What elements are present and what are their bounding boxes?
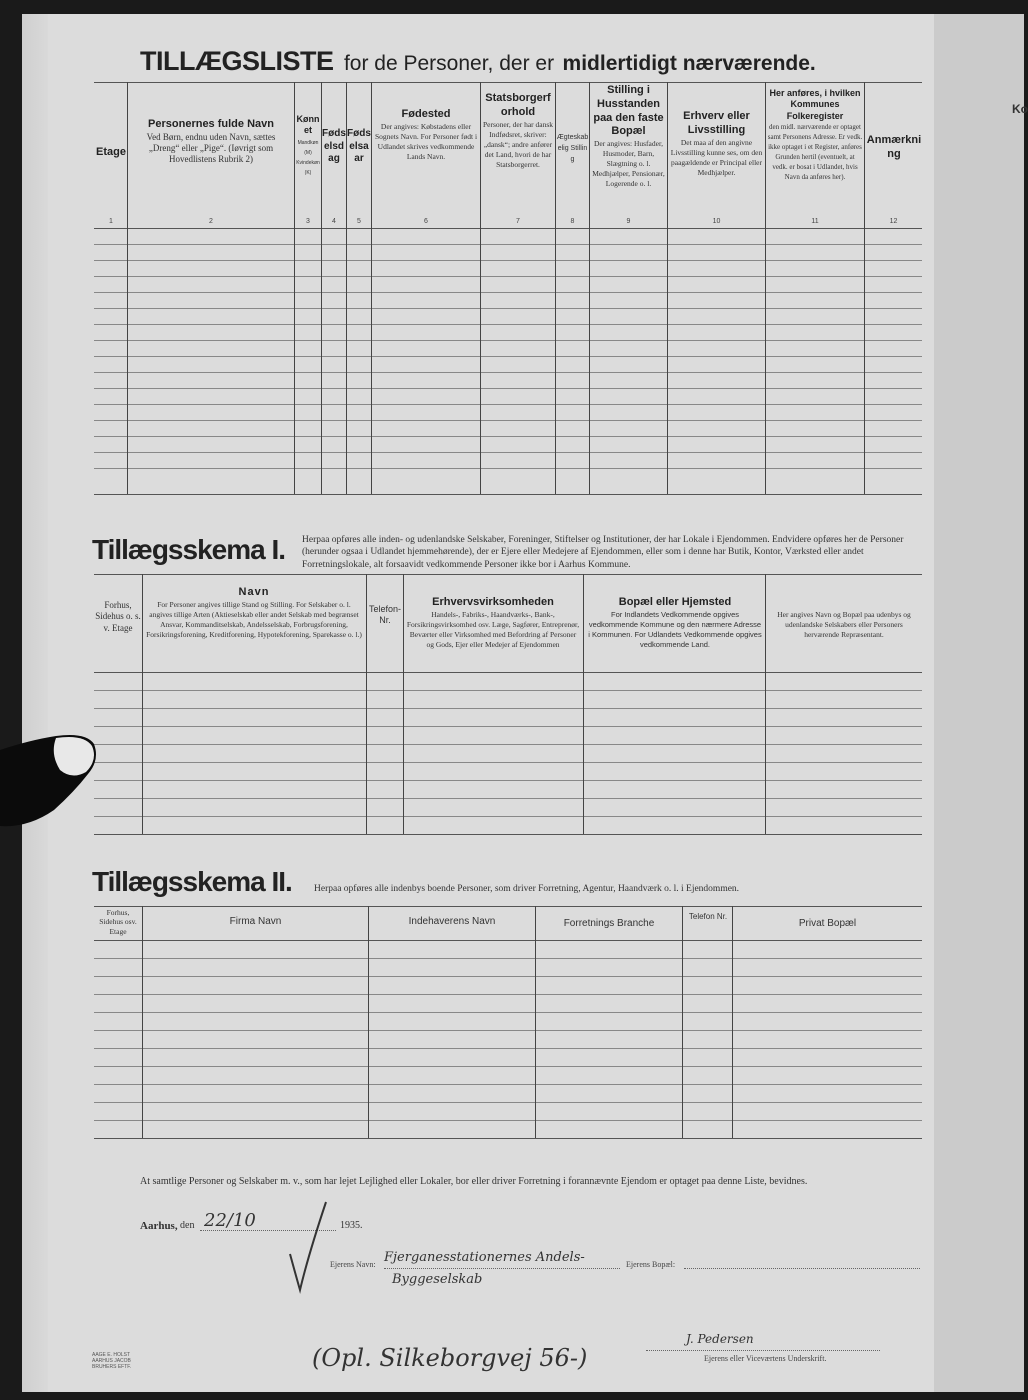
owner-address-label: Ejerens Bopæl:: [626, 1260, 676, 1269]
s1-col-name-header: Navn For Personer angives tillige Stand og Stilling. For Selskaber o. l. angives tillige Arten (Aktieselskab eller andet Selskab med begrænset Ansvar, Kommanditselskab, Andelsselskab, Forbrugsforening, Forsikringsforening, Kreditforening, Hypotekforening, Sparekasse o. l.): [146, 586, 362, 639]
owner-name-label: Ejerens Navn:: [330, 1260, 376, 1269]
schema2-title: Tillægsskema II.: [92, 866, 292, 897]
col-number: 5: [357, 218, 361, 225]
date-handwritten: 22/10: [204, 1210, 256, 1231]
s1-col-residence-header: Bopæl eller Hjemsted For Indlandets Vedkommende opgives vedkommende Kommune og den nærmere Adresse i Kommunen. For Udlandets Vedkommende opgives vedkommende Land.: [588, 596, 762, 649]
owner-address-line: [684, 1268, 920, 1269]
main-list-title-word: TILLÆGSLISTE: [140, 46, 334, 76]
col-birthyear-header: Fødselsaar: [347, 128, 371, 164]
date-den-label: den: [180, 1220, 195, 1231]
owner-name-line: [384, 1268, 620, 1269]
handwritten-note: (Opl. Silkeborgvej 56-): [312, 1344, 588, 1372]
col-number: 11: [811, 218, 819, 225]
s2-col-branch-header: Forretnings Branche: [563, 918, 655, 929]
col-number: 4: [332, 218, 336, 225]
col-remarks-header: Anmærkning: [866, 134, 922, 160]
signature-line: [646, 1350, 880, 1351]
col-number: 12: [889, 218, 898, 225]
col-number: 6: [424, 218, 428, 225]
s2-col-owner-header: Indehaverens Navn: [408, 916, 496, 927]
col-number: 3: [306, 218, 310, 225]
col-marital-header: Ægteskabelig Stilling: [556, 134, 589, 163]
col-birthplace-header: Fødested Der angives: Købstadens eller Sognets Navn. For Personer født i Udlandet skrives vedkommende Lands Navn.: [374, 108, 478, 161]
main-list-title-bold: midlertidigt nærværende.: [562, 52, 816, 75]
s2-col-phone-header: Telefon Nr.: [688, 912, 728, 921]
printer-imprint: AAGE E. HOLST AARHUS JACOB BRUHERS EFTF.: [92, 1352, 132, 1370]
schema1-description: Herpaa opføres alle inden- og udenlandske Selskaber, Foreninger, Stiftelser og Institutioner, der har Lokale i Ejendommen. Endvidere opføres her de Personer (herunder ogsaa i Udlandet hjemmehørende), der er Ejere eller Medejere af Ejendommen, eller som i denne har Butik, Kontor, Værksted eller andet Forretningslokale, alt forsaavidt vedkommende Personer ikke bor i Aarhus Kommune.: [302, 535, 904, 570]
s2-col-address-header: Privat Bopæl: [798, 918, 857, 929]
page-left-edge: [22, 14, 48, 1392]
col-number: 1: [109, 218, 113, 225]
col-number: 9: [626, 218, 631, 225]
col-name-header: Personernes fulde Navn Ved Børn, endnu uden Navn, sættes „Dreng“ eller „Pige“. (Iøvrigt som Hovedlistens Rubrik 2): [146, 118, 276, 165]
col-occupation-header: Erhverv eller Livsstilling Det maa af den angivne Livsstilling kunne ses, om den paagældende er Principal eller Medhjælper.: [670, 110, 763, 177]
schema2-description: Herpaa opføres alle indenbys boende Personer, som driver Forretning, Agentur, Haandværk o. l. i Ejendommen.: [314, 884, 740, 894]
year-label: 1935.: [340, 1220, 363, 1231]
col-number: 2: [209, 218, 213, 225]
col-citizenship-header: Statsborgerforhold Personer, der har dansk Indfødsret, skriver: „dansk“; andre anfører det Land, hvori de har Statsborgerret.: [482, 92, 554, 169]
owner-name-handwritten-line2: Byggeselskab: [392, 1272, 483, 1287]
thumb-holding-page: [0, 730, 98, 830]
s1-col-phone-header: Telefon-Nr.: [368, 604, 402, 626]
col-number: 8: [570, 218, 575, 225]
s2-col-etage-header: Forhus, Sidehus osv. Etage: [99, 908, 137, 936]
schema1-title: Tillægsskema I.: [92, 534, 286, 565]
s1-col-business-header: Erhvervsvirksomheden Handels-, Fabriks-, Haandværks-, Bank-, Forsikringsvirksomhed osv. Læge, Sagfører, Entreprenør, Beværter eller Virksomhed med Befordring af Personer og Gods, Ejer eller Medejer af Ejendommen: [406, 596, 580, 649]
col-household-header: Stilling i Husstanden paa den faste Bopæl Der angives: Husfader, Husmoder, Barn, Slægtning o. l. Medhjælper, Pensionær, Logerende o. l.: [592, 84, 665, 188]
s1-col-representative-header: Her angives Navn og Bopæl paa udenbys og udenlandske Selskabers eller Personers herværende Repræsentant.: [777, 610, 911, 639]
col-gender-header: Kønnet Mandkøn (M) Kvindekøn (K): [296, 114, 320, 176]
signature-handwritten: J. Pedersen: [686, 1332, 754, 1346]
col-etage-header: Etage: [96, 146, 126, 158]
owner-name-handwritten: Fjerganesstationernes Andels-: [384, 1250, 585, 1265]
checkmark-mark: [284, 1196, 334, 1296]
next-page-edge: [934, 14, 1028, 1392]
signature-label: Ejerens eller Viceværtens Underskrift.: [704, 1354, 827, 1363]
place-label: Aarhus,: [140, 1220, 178, 1232]
main-list-title: [140, 46, 816, 77]
col-birthday-header: Fødselsdag: [322, 128, 346, 164]
certification-text: At samtlige Personer og Selskaber m. v., som har lejet Lejlighed eller Lokaler, bor eller driver Forretning i forannævnte Ejendom er optaget paa denne Liste, bevidnes.: [140, 1176, 808, 1187]
col-number: 10: [712, 218, 721, 225]
col-number: 7: [516, 218, 520, 225]
col-registry-header: Her anføres, i hvilken Kommunes Folkeregister den midl. nærværende er optaget samt Personens Adresse. Er vedk. ikke optaget i et Register, anføres Grunden hertil (eventuelt, at vedk. er bosat i Udlandet, hvis Navn da anføres her).: [767, 88, 863, 181]
next-page-peek-text: Ko: [1012, 102, 1028, 116]
s2-col-firm-header: Firma Navn: [229, 916, 282, 927]
s1-col-etage-header: Forhus, Sidehus o. s. v. Etage: [95, 600, 141, 633]
main-list-title-mid: for de Personer, der er: [343, 52, 555, 75]
